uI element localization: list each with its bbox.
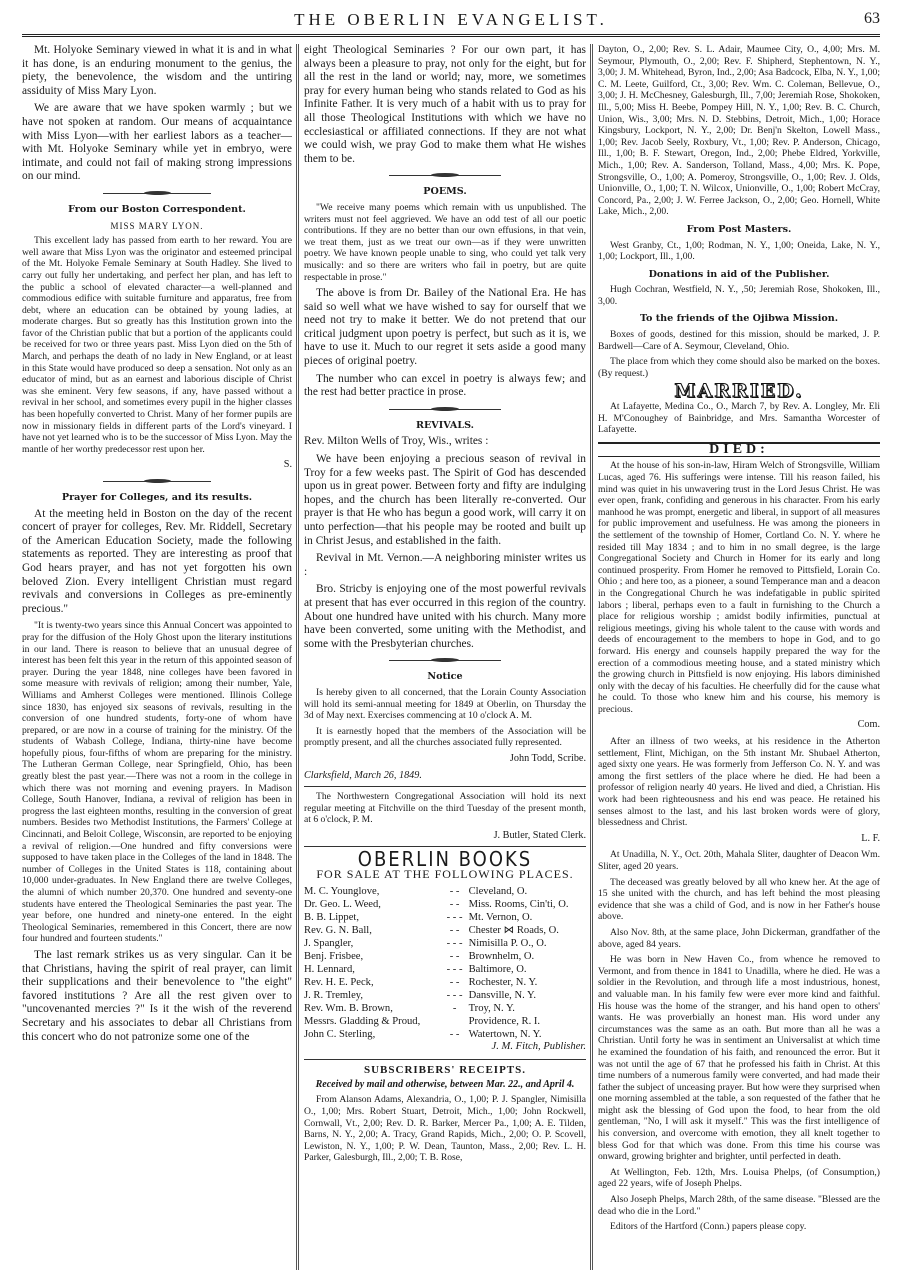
agent-leader: - - — [449, 885, 460, 897]
poems-quote: "We receive many poems which remain with us unpublished. The writers must not feel aggrieved. We have an odd test of all our poetic contributions. If they are no better than our own effusions, in that vein, we treat them, just as we treat our own—as if they were unwritten poetry. We have known people unable to sing, who could yet talk very musically: and so there are writers who fail in poetry, but are quite respectable in prose." — [304, 201, 586, 283]
receipts-subheading: Received by mail and otherwise, between Mar. 22., and April 4. — [315, 1078, 575, 1090]
donations-list: Hugh Cochran, Westfield, N. Y., ,50; Jeremiah Rose, Shokoken, Ill., 3,00. — [598, 284, 880, 307]
notice-body-2: It is earnestly hoped that the members of the Association will be promptly present, and all the churches associated fully represented. — [304, 725, 586, 749]
agent-place: Brownhelm, O. — [468, 950, 535, 962]
agent-leader: - - — [449, 898, 460, 910]
notice-dateline: Clarksfield, March 26, 1849. — [304, 769, 422, 781]
obituary-atherton: After an illness of two weeks, at his residence in the Atherton settlement, Flint, Michigan, on the 5th instant Mr. Shubael Atherton, aged sixty one years. He was formerly from Jefferson Co. N. Y. and was among the first settlers of the place where he died. He had been a professor of religion nearly 40 years. He lived and died, a Christian. His work had been righteousness and his end was peace. He retained his senses almost to the last, and his last broken words were of glory, blessedness and Christ. — [598, 736, 880, 829]
obituary-louisa-phelps: At Wellington, Feb. 12th, Mrs. Louisa Phelps, (of Consumption,) aged 22 years, wife of Joseph Phelps. — [598, 1166, 880, 1190]
table-row — [304, 898, 586, 911]
mt-vernon-revival: Bro. Stricby is enjoying one of the most powerful revivals at present that has ever occurred in this region of the country. About one hundred have united with his church. Many more have been converted, some uniting with the Methodist, and some with the Presbyterian churches. — [304, 583, 586, 650]
agent-leader: - - - — [446, 963, 463, 975]
column-1 — [22, 44, 292, 1272]
section-separator — [22, 476, 292, 486]
agent-name: Rev. Wm. B. Brown, — [304, 1002, 393, 1014]
northwestern-notice: The Northwestern Congregational Association will hold its next regular meeting at Fitchville on the third Tuesday of the present month, at 6 o'clock, P. M. — [304, 791, 586, 826]
obituary-dickerman: Also Nov. 8th, at the same place, John Dickerman, grandfather of the above, aged 84 years. — [598, 926, 880, 950]
table-row — [304, 989, 586, 1002]
agent-place: Baltimore, O. — [468, 963, 527, 975]
agent-place: Cleveland, O. — [468, 885, 528, 897]
column-2 — [304, 44, 586, 1272]
northwestern-signature: J. Butler, Stated Clerk. — [493, 829, 586, 841]
agent-name: J. R. Tremley, — [304, 989, 364, 1001]
mt-vernon-heading: Revival in Mt. Vernon.—A neighboring minister writes us : — [304, 552, 586, 578]
revivals-byline: Rev. Milton Wells of Troy, Wis., writes : — [304, 435, 489, 448]
agent-place: Mt. Vernon, O. — [468, 911, 533, 923]
agent-name: Rev. G. N. Ball, — [304, 924, 372, 936]
agent-name: John C. Sterling, — [304, 1028, 376, 1040]
receipts-list: From Alanson Adams, Alexandria, O., 1,00; P. J. Spangler, Nimisilla O., 1,00; Mrs. Robert Stuart, Detroit, Mich., 1,00; John Rockwell, Cornwall, Vt., 2,00; Rev. D. R. Barker, Mercer Pa., 1,00; A. E. Tilden, Barns, N. Y., 2,00; A. Tracy, Grand Rapids, Mich., 2,00; O. P. Scovell, Lewiston, N. Y., 1,00; P. W. Dean, Taunton, Mass., 2,00; Rev. L. H. Parker, Galesburgh, Ill., 2,00; T. B. Rose, — [304, 1094, 586, 1164]
notice-signature: John Todd, Scribe. — [509, 752, 586, 764]
subscribers-receipts-heading: SUBSCRIBERS' RECEIPTS. — [304, 1059, 586, 1077]
section-separator — [22, 188, 292, 198]
masthead — [22, 8, 880, 37]
table-row — [304, 1002, 586, 1015]
agent-place: Nimisilla P. O., O. — [468, 937, 547, 949]
agent-name: J. Spangler, — [304, 937, 354, 949]
marriage-notice: At Lafayette, Medina Co., O., March 7, by Rev. A. Longley, Mr. Eli H. M'Conoughey of Bainbridge, and Mrs. Samantha Worcester of Lafayette. — [598, 401, 880, 436]
poems-closing: The number who can excel in poetry is always few; and the rest had better practice in prose. — [304, 372, 586, 399]
revivals-heading: REVIVALS. — [415, 419, 475, 431]
agent-name: Rev. H. E. Peck, — [304, 976, 374, 988]
died-heading: DIED: — [598, 442, 880, 458]
table-row — [304, 963, 586, 976]
post-masters-heading: From Post Masters. — [686, 223, 792, 235]
agent-place: Dansville, N. Y. — [468, 989, 536, 1001]
oberlin-books-title: OBERLIN BOOKS — [357, 847, 533, 872]
boston-signature: S. — [283, 459, 292, 471]
agent-leader: - - — [449, 924, 460, 936]
acquaintance-paragraph: We are aware that we have spoken warmly ; but we have not spoken at random. Our means of acquaintance with Miss Lyon—with her earliest labors as a teacher—with Mt. Holyoke Seminary while yet in embryo, were intimate, and could not fail of making strong impressions on our mind. — [22, 102, 292, 183]
section-separator — [304, 170, 586, 180]
agent-leader: - - - — [446, 937, 463, 949]
agent-name: H. Lennard, — [304, 963, 355, 975]
receipts-continued: Dayton, O., 2,00; Rev. S. L. Adair, Maumee City, O., 4,00; Mrs. M. Seymour, Plymouth, O., 2,00; Rev. F. Shipherd, Stephentown, N. Y., 3,00; J. M. Whitehead, Byron, Ind., 2,00; Asa Badcock, Elba, N. Y., 1,00; C. M. Leete, Guilford, Ct., 3,00; Rev. Wm. C. Coleman, Bellevue, O., 3,00; J. H. McChesney, Galesburgh, Ill., 7,00; Jeremiah Rose, Shokoken, Ill., 5,00; Miss H. Beebe, Pompey Hill, N. Y., 1,00; Rev. B. C. Church, Union, Wis., 3,00; Mrs. N. D. Stebbins, Detroit, Mich., 1,00; Horace Kingsbury, Lockport, N. Y., 2,00; Dr. Benj'n Skelton, Lowell Mass., 1,00; Rev. Jacob Seely, Roxbury, Vt., 1,00; Rev. P. Anderson, Chicago, Ill., 1,00; B. F. Stewart, Oregon, Ind., 2,00; Phebe Eldred, Yorkville, Mich., 1,00; Rev. A. Sanderson, Tolland, Mass., 4,00; Mrs. K. Pope, Strongsville, O., 1,00; A. Pomeroy, Strongsville, O., 1,00; Rev. J. Olds, Unionville, O., 1,00; T. N. Wilcox, Unionville, O., 1,00; Robert McCray, Concord, Pa., 2,00; J. W. Ferree Jackson, O., 2,00; Geo. Hornell, White Lake, Mich., 2,00. — [598, 44, 880, 218]
obituary-lucas-signature: Com. — [857, 719, 880, 731]
page-number: 63 — [864, 10, 880, 27]
seminaries-paragraph: eight Theological Seminaries ? For our own part, it has always been a pleasure to pray, not only for the eight, but for all the rest in the land or world; nay, more, we sometimes pray for every human being who stands related to God as his Infinite Father. It is very much of a habit with us to pray for all those Theological Institutions with which we have no ecclesiastical or affiliated connections. If they are not what we could wish, we pray God to make them what He wishes them to be. — [304, 44, 586, 165]
poems-heading: POEMS. — [423, 186, 467, 198]
column-3 — [598, 44, 880, 1272]
obituary-sliter-body: The deceased was greatly beloved by all who knew her. At the age of 15 she united with the church, and has left behind the most pleasing evidence that she was a child of God, and is now in her Father's house above. — [598, 876, 880, 923]
agent-leader: - - — [449, 976, 460, 988]
agent-name: M. C. Younglove, — [304, 885, 380, 897]
table-row — [304, 976, 586, 989]
obituary-joseph-phelps: Also Joseph Phelps, March 28th, of the same disease. "Blessed are the dead who die in the Lord." — [598, 1194, 880, 1217]
mary-lyon-subheading: MISS MARY LYON. — [110, 220, 204, 231]
table-row — [304, 1015, 586, 1028]
ojibwa-mission-body-2: The place from which they come should also be marked on the boxes. (By request.) — [598, 356, 880, 379]
divider — [304, 786, 586, 787]
agent-place: Troy, N. Y. — [468, 1002, 515, 1014]
holyoke-paragraph: Mt. Holyoke Seminary viewed in what it is and in what it has done, is an enduring monument to the genius, the piety, the benevolence, the wisdom and the untiring assiduity of Miss Mary Lyon. — [22, 44, 292, 97]
section-separator — [304, 655, 586, 665]
agent-leader: - - - — [446, 989, 463, 1001]
table-row — [304, 950, 586, 963]
obituary-dickerman-body: He was born in New Haven Co., from whence he removed to Vermont, and from thence in 1841 to Unadilla, where he died. He was a soldier in the Revolution, and through life a most industrious, honest, and valuable man. In his family few were ever more kind and faithful. His house was the home of the stranger, and his hand open to others' wants. He was proverbially an honest man. His word under any circumstances was the same as an oath. But more than all he was a Christian. Until forty he was in sentiment an Universalist at which time he examined the foundation of his faith, and renounced the error. But it was not until the age of 67 that he professed his faith in Christ. At this time numbers of a numerous family were converted, and had made their father the subject of unceasing prayer. But how were they surprised when one morning assembled at the table, a son requested of the father that he might ask the blessing of God upon the food, to hear from the old gentleman, "No, I will ask it myself." This was the first intelligence of his conversion, and overcome with emotion, they all knelt together to bless God for that which was done. From this time his course was onward, growing brighter and brighter, until perfected in death. — [598, 954, 880, 1163]
column-rule-1 — [296, 44, 299, 1270]
agent-leader — [441, 1015, 469, 1028]
table-row — [304, 885, 586, 898]
agent-leader: - — [452, 1002, 457, 1014]
boston-correspondent-heading: From our Boston Correspondent. — [68, 203, 246, 215]
prayer-colleges-heading: Prayer for Colleges, and its results. — [61, 492, 253, 503]
ojibwa-mission-body: Boxes of goods, destined for this mission, should be marked, J. P. Bardwell—Care of A. Seymour, Cleveland, Ohio. — [598, 329, 880, 352]
table-row — [304, 937, 586, 950]
mary-lyon-article: This excellent lady has passed from earth to her reward. You are well aware that Miss Lyon was the originator and esteemed principal of the Mt. Holyoke Female Seminary at South Hadley. She lived to carry out fully her undertaking, and perfect her plan, and has left to the public a school of elevated character—a well-planned and commodious edifice with suitable furniture and apparatus, free from debt, where an education can be obtained by young ladies, at moderate charges. But so greatly has this Institution grown into the favor of the Christian public that but a portion of the applicants could be received for two or three years past. Miss Lyon died on the 5th of March, and perhaps the death of no lady in New England, or at least in this State would have produced so deep a sensation. Not only as an educator of mind, but as an earnest and laborious disciple of Christ was she eminent. Very few seasons, if any, have passed without a revival in her school, and sometimes every pupil in the higher classes has been hopefully converted to Christ. Many of her former pupils are now in missionary fields in different parts of the Lord's vineyard. I have not yet learned who is to be the successor of Miss Lyon. May the mantle of her worthy predecessor rest upon her. — [22, 235, 292, 455]
prayer-intro: At the meeting held in Boston on the day of the recent concert of prayer for colleges, Rev. Mr. Riddell, Secretary of the American Education Society, made the following statements as reported. They are interesting as proof that God hears prayer, and has not yet forgotten his own beloved Zion. Every intelligent Christian must regard revivals and conversions in Colleges as pre-eminently precious." — [22, 507, 292, 615]
oberlin-books-subtitle: FOR SALE AT THE FOLLOWING PLACES. — [316, 867, 574, 882]
prayer-quote: "It is twenty-two years since this Annual Concert was appointed to pray for the diffusion of the Holy Ghost upon the literary institutions in our land. There is reason to believe that an unusual degree of interest has been felt this year in the return of this appointed season of prayer. During the year 1848, nine colleges have been favored in some measure with revivals of religion; among their number, Yale, Williams and Amherst Colleges were mentioned. Illinois College since 1830, has enjoyed six seasons of revivals, resulting in the conversion of one hundred students, forty-one of whom have prepared, or are now in a course of training for the ministry. Of the students of Wabash College, Indiana, thirty-nine have become hopefully pious, four-fifths of whom are preparing for the ministry. The Lutheran German College, near Springfield, Ohio, has been greatly blest the past year.—There was not a room in the college in which there was not morning and evening prayers. In Madison College, South Hanover, Indiana, a revival of religion has been in progress the last eighteen months, resulting in the conversion of great numbers. Besides two Methodist Institutions, the Farmers' College at Cincinnati, and Beloit College, Wisconsin, are reported to be enjoying a revival of religion.—One hundred and fifty conversions were supposed to have taken place in the Colleges of the land in 1848. The number of Colleges in the United States is 118, containing about 10,000 under-graduates. In New England there are twelve Colleges, the alumni of which number 20,370. One hundred and seventy-one students have entered the Theological Seminaries the past year. The year before, one hundred and ninety-one entered. In the eight Theological Seminaries, remembered in this Concert, there are now four hundred and fourteen students." — [22, 620, 292, 945]
agent-place: Rochester, N. Y. — [468, 976, 538, 988]
table-row — [304, 924, 586, 937]
column-rule-2 — [590, 44, 593, 1270]
troy-revival: We have been enjoying a precious season of revival in Troy for a few weeks past. The Spirit of God has descended upon us in great power. Between forty and fifty are indulging hopes, and the church has been literally re-converted. Our prayer is that He who has begun a good work, will carry it on unto perfection—that his people may be rooted and built up in Christ Jesus, and established in the faith. — [304, 453, 586, 547]
editors-please-copy: Editors of the Hartford (Conn.) papers please copy. — [610, 1221, 807, 1233]
agent-place: Providence, R. I. — [468, 1015, 541, 1027]
agent-name: Benj. Frisbee, — [304, 950, 364, 962]
book-agents-table — [304, 885, 586, 1041]
poems-comment: The above is from Dr. Bailey of the National Era. He has said so well what we have wished to say for ourself that we need not try to make it better. We do not pretend that our critical judgment upon poetry is perfect, but such as it is, we have to use it. Much to our regret it sets aside a good many pieces of original poetry. — [304, 287, 586, 368]
agent-place: Chester ⋈ Roads, O. — [468, 924, 559, 936]
obituary-atherton-signature: L. F. — [861, 832, 880, 844]
table-row — [304, 911, 586, 924]
obituary-sliter: At Unadilla, N. Y., Oct. 20th, Mahala Sliter, daughter of Deacon Wm. Sliter, aged 20 years. — [598, 849, 880, 872]
agent-place: Watertown, N. Y. — [468, 1028, 542, 1040]
books-publisher: J. M. Fitch, Publisher. — [491, 1040, 586, 1052]
table-row — [304, 1028, 586, 1041]
newspaper-title: THE OBERLIN EVANGELIST. — [294, 10, 608, 29]
agent-name: Messrs. Gladding & Proud, — [304, 1015, 421, 1027]
agent-leader: - - - — [446, 911, 463, 923]
married-heading: MARRIED. — [674, 380, 804, 403]
notice-body: Is hereby given to all concerned, that the Lorain County Association will hold its semi-annual meeting for 1849 at Oberlin, on Thursday the 3d of May next. Exercises commencing at 10 o'clock A. M. — [304, 686, 586, 722]
donations-heading: Donations in aid of the Publisher. — [648, 268, 830, 280]
obituary-lucas: At the house of his son-in-law, Hiram Welch of Strongsville, William Lucas, aged 76. His sufferings were intense. Till his reason failed, his mind was quiet in his unwavering trust in the Lord Jesus Christ. He was ever open, frank, confiding and generous in his character. From his early manhood he was prompt, energetic and liberal, in support of all measures for public improvement and usefulness. He was among the pioneers in the settlement of the township of Homer, Cortland Co. N. Y. where he resided till May 1834 ; and to him in no small degree, is the large Congregational Society and Church in Homer for its early and long continued prosperity. From Homer he removed to Pittsfield, Lorain Co. Ohio ; and here too, as a pioneer, a sound Temperance man and a deacon in the Congregational Church he was indefatigable in public spirited labors ; liberal, perhaps even to a fault in furnishing to the Church a place for religious worship ; amidst bodily infirmities, punctual at religious meetings, giving his whole talent to the cause with words and deeds of encouragement to the members to hope in God, and to go forward. His energy and counsels happily prepared the way for the erection of a commodious meeting house, and a stated ministry which the growing church in Pittsfield is now enjoying. His labors diminished only with the decay of his faculties. He cheerfully did for the cause what he could. To those who knew him and his course, his memory is precious. — [598, 460, 880, 715]
agent-leader: - - — [449, 1028, 460, 1040]
post-masters-list: West Granby, Ct., 1,00; Rodman, N. Y., 1,00; Oneida, Lake, N. Y., 1,00; Lockport, Ill., 1,00. — [598, 239, 880, 263]
agent-name: B. B. Lippet, — [304, 911, 360, 923]
agent-leader: - - — [449, 950, 460, 962]
ojibwa-mission-heading: To the friends of the Ojibwa Mission. — [639, 313, 839, 325]
section-separator — [304, 404, 586, 414]
notice-heading: Notice — [427, 671, 463, 683]
agent-place: Miss. Rooms, Cin'ti, O. — [468, 898, 569, 910]
agent-name: Dr. Geo. L. Weed, — [304, 898, 381, 910]
prayer-remark: The last remark strikes us as very singular. Can it be that Christians, having the spirit of real prayer, can limit their supplications and their benevolence to "the eight" favored institutions ? Are all the rest given over to "uncovenanted mercies ?" Is it the wish of the reverend Secretary and his associates to debar all Christians from this concert who do not patronize some one of the — [22, 948, 292, 1043]
